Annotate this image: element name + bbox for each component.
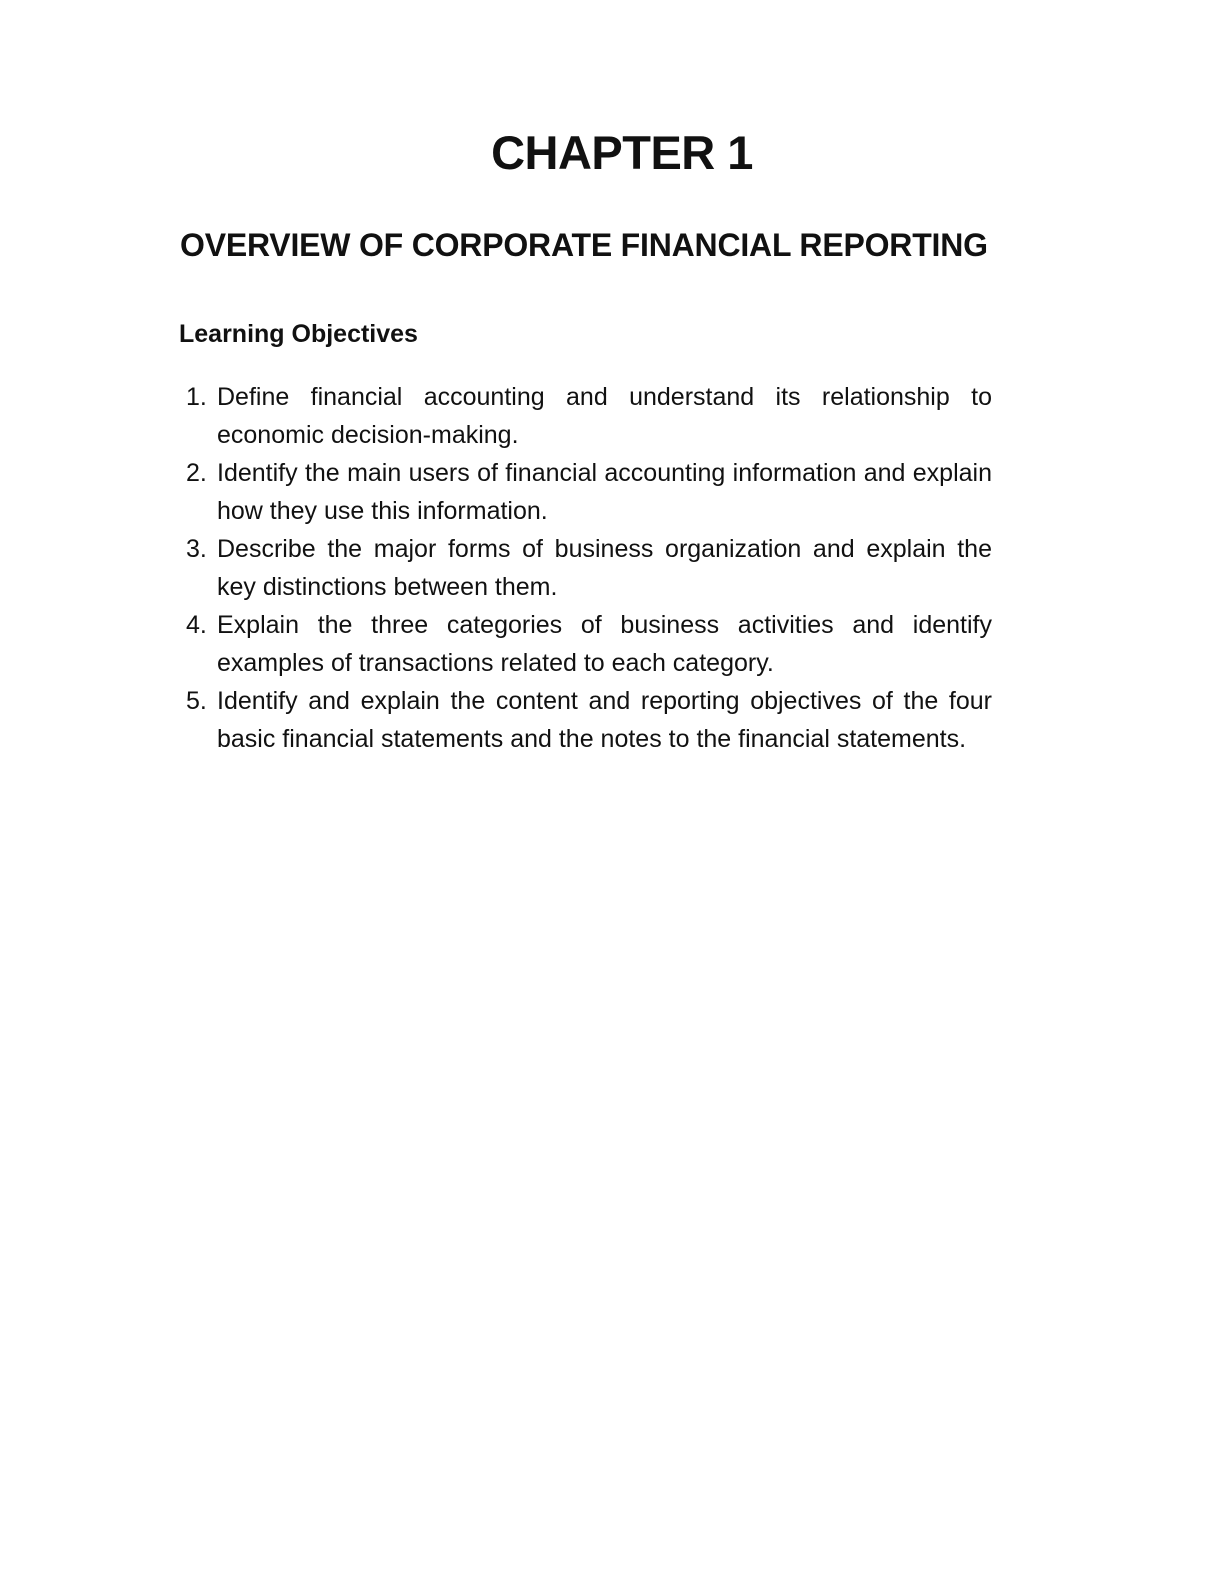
chapter-title: CHAPTER 1 (491, 126, 753, 180)
learning-objective-5 (186, 682, 992, 758)
objective-text: Define financial accounting and understand its relationship to economic decision-making. (217, 383, 992, 449)
objective-number: 2. (186, 459, 207, 487)
objective-text: Identify the main users of financial accounting information and explain how they use this information. (217, 459, 992, 525)
objective-text: Explain the three categories of business activities and identify examples of transactions related to each category. (217, 611, 992, 677)
objective-number: 1. (186, 383, 207, 411)
learning-objectives-list (186, 378, 992, 758)
learning-objective-4 (186, 606, 992, 682)
learning-objectives-heading: Learning Objectives (179, 320, 418, 348)
learning-objective-3 (186, 530, 992, 606)
objective-text: Identify and explain the content and reporting objectives of the four basic financial statements and the notes to the financial statements. (217, 687, 992, 753)
learning-objective-2 (186, 454, 992, 530)
objective-number: 3. (186, 535, 207, 563)
objective-text: Describe the major forms of business organization and explain the key distinctions between them. (217, 535, 992, 601)
learning-objective-1 (186, 378, 992, 454)
objective-number: 5. (186, 687, 207, 715)
objective-number: 4. (186, 611, 207, 639)
chapter-subtitle: OVERVIEW OF CORPORATE FINANCIAL REPORTING (180, 226, 988, 263)
